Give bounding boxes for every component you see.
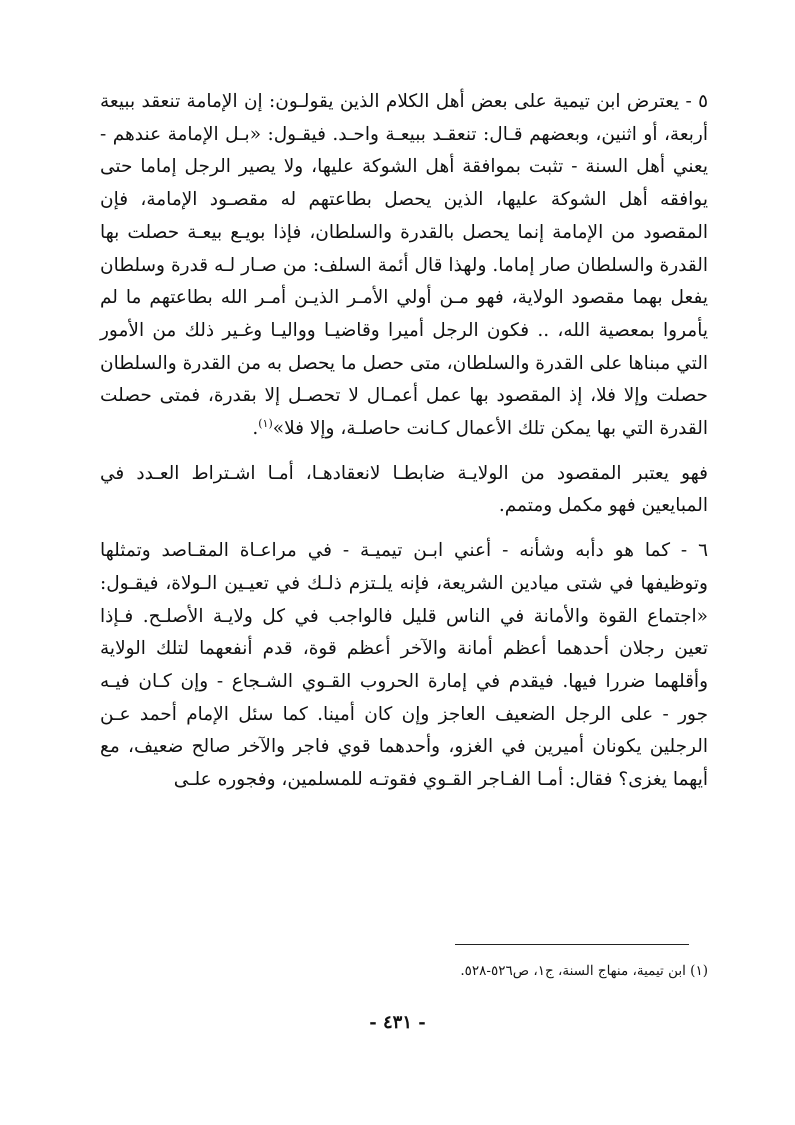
body-text (100, 86, 708, 797)
paragraph-summary: فهو يعتبر المقصود من الولايـة ضابطـا لانعقادهـا، أمـا اشـتراط العـدد في المبايعين فهو مكمل ومتمم. (100, 462, 708, 517)
paragraph-5 (100, 86, 708, 446)
page-number: - ٤٣١ - (369, 1012, 426, 1033)
paragraph-5-text: ٥ - يعترض ابن تيمية على بعض أهل الكلام الذين يقولـون: إن الإمامة تنعقد ببيعة أربعة، أو اثنين، وبعضهم قـال: تنعقـد ببيعـة واحـد. فيقـول: «بـل الإمامة عندهم - يعني أهل السنة - تثبت بموافقة أهل الشوكة عليها، ولا يصير الرجل إماما حتى يوافقه أهل الشوكة عليها، الذين يحصل بطاعتهم له مقصـود الإمامة، فإن المقصود من الإمامة إنما يحصل بالقدرة والسلطان، فإذا بويـع بيعـة حصلت بها القدرة والسلطان صار إماما. ولهذا قال أئمة السلف: من صـار لـه قدرة وسلطان يفعل بهما مقصود الولاية، فهو مـن أولي الأمـر الذيـن أمـر الله بطاعتهم ما لم يأمروا بمعصية الله، .. فكون الرجل أميرا وقاضيـا وواليـا وغـير ذلك من الأمور التي مبناها على القدرة والسلطان، متى حصل ما يحصل به من القدرة والسلطان حصلت وإلا فلا، إذ المقصود بها عمل أعمـال لا تحصـل إلا بقدرة، فمتى حصلت القدرة التي بها يمكن تلك الأعمال كـانت حاصلـة، وإلا فلا» (100, 91, 708, 440)
footnote-marker: (١) (258, 416, 273, 430)
footnote: (١) ابن تيمية، منهاج السنة، ج١، ص٥٢٦-٥٢٨. (460, 963, 708, 979)
paragraph-6: ٦ - كما هو دأبه وشأنه - أعني ابـن تيميـة - في مراعـاة المقـاصد وتمثلها وتوظيفها في شتى ميادين الشريعة، فإنه يلـتزم ذلـك في تعيـين الـولاة، فيقـول: «اجتماع القوة والأمانة في الناس قليل فالواجب في كل ولايـة الأصلـح. فـإذا تعين رجلان أحدهما أعظم أمانة والآخر أعظم قوة، قدم أنفعهما لتلك الولاية وأقلهما ضررا فيها. فيقدم في إمارة الحروب القـوي الشـجاع - وإن كـان فيـه جور - على الرجل الضعيف العاجز وإن كان أمينا. كما سئل الإمام أحمد عـن الرجلين يكونان أميرين في الغزو، وأحدهما قوي فاجر والآخر صالح ضعيف، مع أيهما يغزى؟ فقال: أمـا الفـاجر القـوي فقوتـه للمسلمين، وفجوره علـى (100, 540, 708, 791)
paragraph-5-end: . (252, 418, 259, 440)
footnote-divider (455, 944, 689, 945)
